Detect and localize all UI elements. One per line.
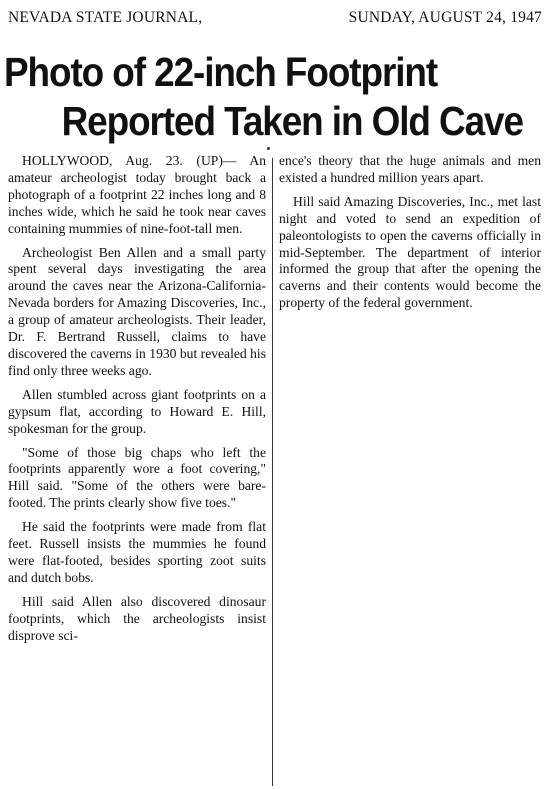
headline-line-2: Reported Taken in Old Cave	[61, 98, 523, 144]
article-paragraph: Hill said Allen also discovered dinosaur footprints, which the archeologists insist disprove sci-	[8, 593, 266, 643]
article-paragraph: Archeologist Ben Allen and a small party spent several days investigating the area around the caves near the Arizona-California-Nevada borders for Amazing Discoveries, Inc., a group of amateur archeologists. Their leader, Dr. F. Bertrand Russell, claims to have discovered the caverns in 1930 but revealed his find only three weeks ago.	[8, 244, 266, 378]
column-separator-dot	[267, 147, 270, 150]
article-column-2	[279, 153, 541, 319]
headline	[4, 48, 523, 146]
dateline	[8, 9, 542, 27]
article-paragraph: Hill said Amazing Discoveries, Inc., met last night and voted to send an expedition of paleontologists to open the caverns officially in mid-September. The department of interior informed the group that after the opening the caverns and their contents would become the property of the federal government.	[279, 193, 541, 311]
article-paragraph: "Some of those big chaps who left the footprints apparently wore a foot covering," Hill said. "Some of the others were bare-footed. The prints clearly show five toes."	[8, 444, 266, 511]
article-paragraph: HOLLYWOOD, Aug. 23. (UP)— An amateur archeologist today brought back a photograph of a footprint 22 inches long and 8 inches wide, which he said he took near caves containing mummies of nine-foot-tall men.	[8, 153, 266, 236]
article-column-1	[8, 153, 266, 651]
headline-line-1: Photo of 22-inch Footprint	[4, 49, 438, 95]
newspaper-name: NEVADA STATE JOURNAL,	[8, 9, 203, 26]
column-rule	[272, 158, 273, 786]
article-paragraph: Allen stumbled across giant footprints on a gypsum flat, according to Howard E. Hill, spokesman for the group.	[8, 386, 266, 436]
article-paragraph: ence's theory that the huge animals and men existed a hundred million years apart.	[279, 153, 541, 185]
article-paragraph: He said the footprints were made from flat feet. Russell insists the mummies he found were flat-footed, besides sporting zoot suits and dutch bobs.	[8, 519, 266, 585]
publication-date: SUNDAY, AUGUST 24, 1947	[348, 9, 542, 26]
